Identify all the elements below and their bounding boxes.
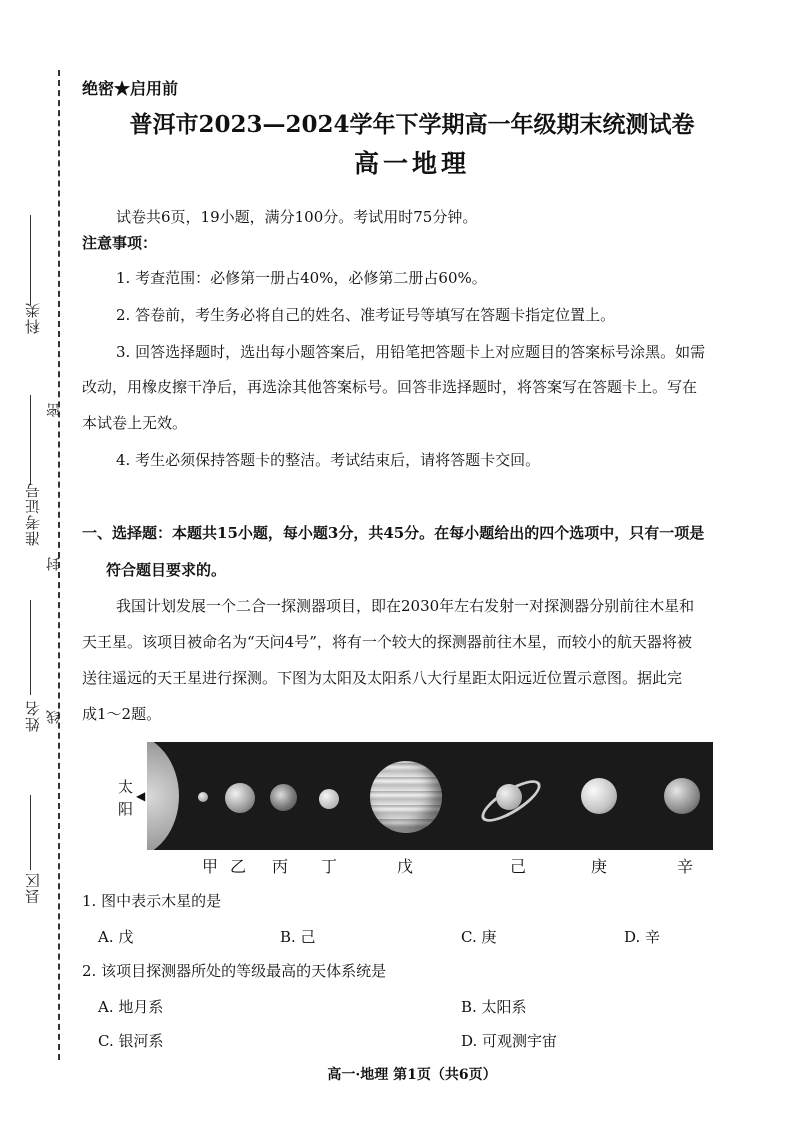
planet-geng bbox=[581, 778, 617, 814]
passage-line-1: 我国计划发展一个二合一探测器项目，即在2030年左右发射一对探测器分别前往木星和 bbox=[116, 597, 695, 615]
section-heading: 一、选择题：本题共15小题，每小题3分，共45分。在每小题给出的四个选项中，只有一项是 bbox=[82, 524, 705, 542]
field-line-zhunkaozheng bbox=[30, 395, 32, 485]
section-heading-cont: 符合题目要求的。 bbox=[106, 561, 227, 579]
notice-item-4: 4. 考生必须保持答题卡的整洁。考试结束后，请将答题卡交回。 bbox=[116, 451, 541, 469]
field-line-xianqu bbox=[30, 795, 32, 870]
planet-jia bbox=[198, 792, 208, 802]
exam-intro: 试卷共6页，19小题，满分100分。考试用时75分钟。 bbox=[116, 208, 478, 226]
planet-label-xin: 辛 bbox=[677, 857, 694, 876]
notice-heading: 注意事项： bbox=[82, 234, 158, 252]
question-1-stem: 1. 图中表示木星的是 bbox=[82, 892, 222, 910]
notice-item-3-end: 本试卷上无效。 bbox=[82, 414, 188, 432]
field-line-xingming bbox=[30, 600, 32, 695]
question-2-option-c: C. 银河系 bbox=[98, 1032, 164, 1050]
passage-line-4: 成1～2题。 bbox=[82, 705, 162, 723]
question-2-option-b: B. 太阳系 bbox=[461, 998, 527, 1016]
field-label-xianqu: 县区 bbox=[24, 872, 42, 904]
solar-system-figure bbox=[147, 742, 713, 850]
subject-title: 高一地理 bbox=[353, 149, 470, 178]
planet-yi bbox=[225, 783, 255, 813]
question-1-option-b: B. 己 bbox=[280, 928, 316, 946]
planet-wu bbox=[370, 761, 442, 833]
field-line-kelei bbox=[30, 215, 32, 305]
seal-mark-mi: 密 bbox=[46, 403, 62, 417]
planet-label-wu: 戊 bbox=[397, 857, 414, 876]
planet-label-ji: 己 bbox=[510, 857, 527, 876]
page-footer: 高一·地理 第1页（共6页） bbox=[327, 1067, 497, 1083]
question-2-option-a: A. 地月系 bbox=[98, 998, 164, 1016]
secret-label: 绝密★启用前 bbox=[82, 79, 179, 98]
notice-item-1: 1. 考查范围：必修第一册占40%，必修第二册占60%。 bbox=[116, 269, 487, 287]
arrow-icon: ◀ bbox=[136, 789, 146, 803]
notice-item-3-cont: 改动，用橡皮擦干净后，再选涂其他答案标号。回答非选择题时，将答案写在答题卡上。写在 bbox=[82, 378, 698, 396]
notice-item-3: 3. 回答选择题时，选出每小题答案后，用铅笔把答题卡上对应题目的答案标号涂黑。如需 bbox=[116, 343, 706, 361]
planet-label-geng: 庚 bbox=[591, 857, 608, 876]
planet-ding bbox=[319, 789, 339, 809]
passage-line-3: 送往遥远的天王星进行探测。下图为太阳及太阳系八大行星距太阳远近位置示意图。据此完 bbox=[82, 669, 683, 687]
planet-label-ding: 丁 bbox=[321, 857, 338, 876]
seal-mark-feng: 封 bbox=[46, 557, 62, 571]
question-2-option-d: D. 可观测宇宙 bbox=[461, 1032, 558, 1050]
planet-ji bbox=[496, 784, 522, 810]
question-1-option-d: D. 辛 bbox=[624, 928, 661, 946]
planet-label-jia: 甲 bbox=[202, 857, 219, 876]
seal-mark-xian: 线 bbox=[46, 710, 62, 724]
sun-disc bbox=[147, 742, 179, 850]
field-label-zhunkaozheng: 准考证号 bbox=[24, 482, 42, 546]
sun-label-1: 太 bbox=[118, 778, 134, 796]
planet-xin bbox=[664, 778, 700, 814]
planet-label-yi: 乙 bbox=[230, 857, 247, 876]
field-label-kelei: 科类 bbox=[24, 302, 42, 334]
planet-bing bbox=[270, 784, 297, 811]
exam-title: 普洱市2023—2024学年下学期高一年级期末统测试卷 bbox=[129, 111, 695, 138]
question-1-option-c: C. 庚 bbox=[461, 928, 497, 946]
question-2-stem: 2. 该项目探测器所处的等级最高的天体系统是 bbox=[82, 962, 387, 980]
question-1-option-a: A. 戊 bbox=[98, 928, 134, 946]
field-label-xingming: 姓名 bbox=[24, 700, 42, 732]
planet-label-bing: 丙 bbox=[272, 857, 289, 876]
passage-line-2: 天王星。该项目被命名为“天问4号”，将有一个较大的探测器前往木星，而较小的航天器将被 bbox=[82, 633, 692, 651]
notice-item-2: 2. 答卷前，考生务必将自己的姓名、准考证号等填写在答题卡指定位置上。 bbox=[116, 306, 616, 324]
sun-label-2: 阳 bbox=[118, 800, 134, 818]
